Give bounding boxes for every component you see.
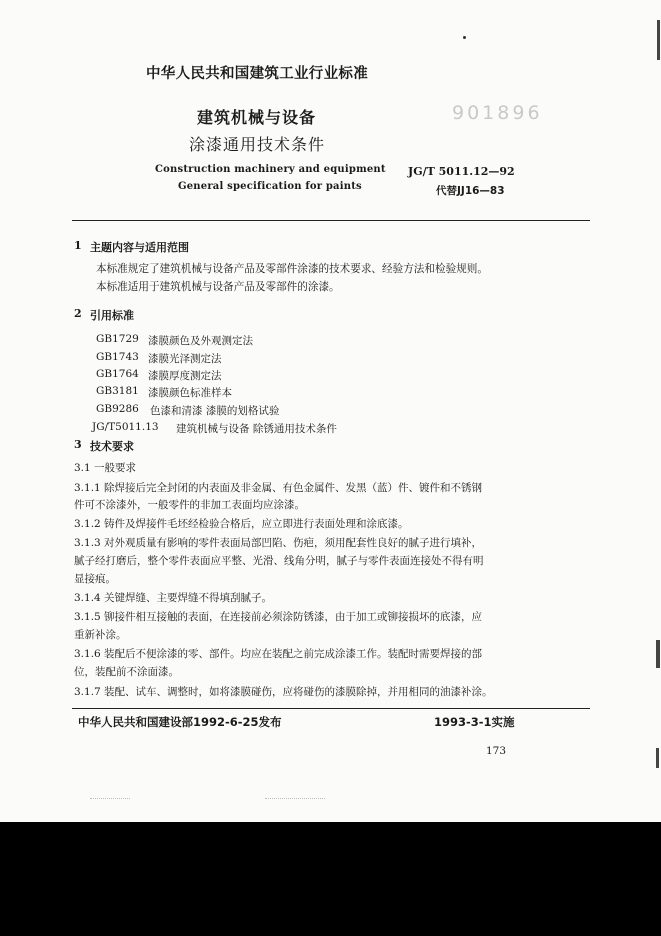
replaces-standard: 代替JJ16—83: [436, 185, 505, 197]
ref-code: GB9286: [96, 403, 139, 415]
ref-code: JG/T5011.13: [92, 421, 159, 433]
clause-3-1-1-line1: 3.1.1 除焊接后完全封闭的内表面及非金属、有色金属件、发黑（蓝）件、镀件和不锈钢: [74, 482, 483, 494]
section-3-number: 3: [74, 438, 82, 451]
scan-noise: [265, 798, 325, 799]
ref-code: GB1743: [96, 351, 139, 363]
section-1-title: 主题内容与适用范围: [90, 241, 189, 254]
title-en-line2: General specification for paints: [178, 181, 362, 192]
ref-title: 色漆和清漆 漆膜的划格试验: [150, 405, 280, 417]
ref-code: GB3181: [96, 385, 139, 397]
clause-3-1-6-line1: 3.1.6 装配后不便涂漆的零、部件。均应在装配之前完成涂漆工作。装配时需要焊接的部: [74, 648, 483, 660]
section-1-number: 1: [74, 239, 82, 252]
title-cn-line2: 涂漆通用技术条件: [189, 135, 326, 154]
clause-3-1-2: 3.1.2 铸件及焊接件毛坯经检验合格后，应立即进行表面处理和涂底漆。: [74, 518, 409, 530]
clause-3-1-6-line2: 位，装配前不涂面漆。: [74, 666, 179, 678]
page-number: 173: [486, 745, 507, 757]
effective-date: 1993-3-1实施: [434, 715, 515, 729]
ref-code: GB1729: [96, 333, 139, 345]
ref-title: 漆膜光泽测定法: [148, 353, 222, 365]
scan-edge-mark: [656, 748, 659, 768]
section-2-title: 引用标准: [90, 309, 134, 322]
scan-noise: [90, 798, 130, 799]
catalog-stamp: 901896: [452, 102, 543, 124]
ref-title: 漆膜厚度测定法: [148, 370, 222, 382]
ref-title: 建筑机械与设备 除锈通用技术条件: [176, 423, 337, 435]
ref-title: 漆膜颜色标准样本: [148, 387, 232, 399]
scan-edge-mark: [657, 20, 660, 60]
clause-3-1-7: 3.1.7 装配、试车、调整时，如将漆膜碰伤，应将碰伤的漆膜除掉，并用相同的油漆补涂。: [74, 686, 493, 698]
clause-3-1-heading: 3.1 一般要求: [74, 462, 137, 474]
standard-number: JG/T 5011.12—92: [408, 165, 515, 178]
ref-code: GB1764: [96, 368, 139, 380]
scan-dot: [463, 36, 466, 39]
footer-divider: [72, 708, 590, 709]
clause-3-1-3-line2: 腻子经打磨后，整个零件表面应平整、光滑、线角分明，腻子与零件表面连接处不得有明: [74, 555, 484, 567]
publisher-heading: 中华人民共和国建筑工业行业标准: [146, 66, 368, 82]
scan-edge-mark: [656, 640, 660, 668]
title-en-line1: Construction machinery and equipment: [155, 164, 386, 175]
clause-3-1-5-line2: 重新补涂。: [74, 629, 127, 641]
title-cn-line1: 建筑机械与设备: [197, 108, 317, 127]
section-1-para-1: 本标准规定了建筑机械与设备产品及零部件涂漆的技术要求、经验方法和检验规则。: [96, 263, 488, 275]
section-3-title: 技术要求: [90, 440, 134, 453]
section-1-para-2: 本标准适用于建筑机械与设备产品及零部件的涂漆。: [96, 281, 340, 293]
clause-3-1-4: 3.1.4 关键焊缝、主要焊缝不得填刮腻子。: [74, 592, 273, 604]
section-2-number: 2: [74, 307, 82, 320]
clause-3-1-5-line1: 3.1.5 铆接件相互接触的表面，在连接前必须涂防锈漆，由于加工或铆接损坏的底漆，应: [74, 611, 483, 623]
clause-3-1-1-line2: 件可不涂漆外，一般零件的非加工表面均应涂漆。: [74, 499, 305, 511]
clause-3-1-3-line1: 3.1.3 对外观质量有影响的零件表面局部凹陷、伤疤，须用配套性良好的腻子进行填补，: [74, 537, 483, 549]
clause-3-1-3-line3: 显接痕。: [74, 573, 116, 585]
ref-title: 漆膜颜色及外观测定法: [148, 335, 253, 347]
header-divider: [72, 220, 590, 221]
issue-date: 中华人民共和国建设部1992-6-25发布: [78, 715, 282, 729]
